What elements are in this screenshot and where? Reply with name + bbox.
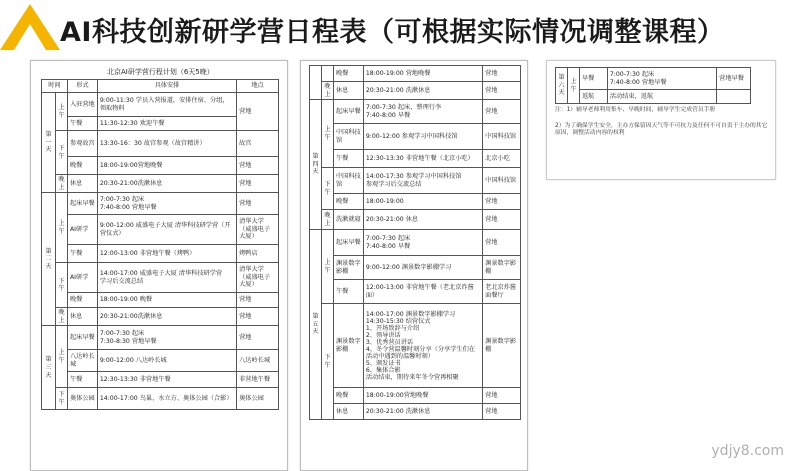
half-day-label: 上午 bbox=[567, 68, 579, 104]
detail-cell: 12:00-13:00 非营地午餐（烤鸭） bbox=[97, 245, 236, 263]
footnote-1: 注：1）辅导老师利用集车、早晚时间，辅导学生完成营员手册 bbox=[555, 107, 716, 113]
schedule-page-3 bbox=[546, 60, 776, 180]
place-cell: 营地 bbox=[483, 388, 521, 404]
place-cell: 营地 bbox=[237, 326, 279, 350]
form-cell: 晚餐 bbox=[333, 66, 363, 82]
half-day-label: 下午 bbox=[55, 131, 67, 175]
place-cell: 烤鸭店 bbox=[237, 245, 279, 263]
half-day-label: 晚上 bbox=[55, 308, 67, 326]
form-cell: 休息 bbox=[67, 175, 97, 193]
place-cell bbox=[717, 90, 751, 104]
place-cell: 故宫 bbox=[237, 131, 279, 157]
form-cell: 起床早餐 bbox=[333, 230, 363, 256]
detail-cell: 7:00-7:30 起床 7:40-8:00 营地早餐 bbox=[607, 68, 716, 90]
page-title: AI科技创新研学营日程表（可根据实际情况调整课程） bbox=[60, 17, 725, 48]
detail-cell: 18:00-19:00 bbox=[363, 194, 482, 210]
day-label: 第四天 bbox=[310, 100, 322, 230]
half-day-label: 晚上 bbox=[321, 82, 333, 100]
half-day-label: 下午 bbox=[321, 304, 333, 420]
form-cell: 八达岭长城 bbox=[67, 350, 97, 372]
detail-cell: 20:30-21:00 洗漱休息 bbox=[363, 404, 482, 420]
form-cell: 午餐 bbox=[333, 280, 363, 304]
half-day-label-continued bbox=[321, 66, 333, 82]
form-cell: AI研学 bbox=[67, 215, 97, 245]
place-cell: 清华大学（威盛电子大厦） bbox=[237, 263, 279, 293]
form-cell: AI研学 bbox=[67, 263, 97, 293]
day-label: 第二天 bbox=[42, 193, 56, 326]
form-cell: 中国科技馆 bbox=[333, 124, 363, 150]
detail-cell: 12:00-13:00 非营地午餐（老北京炸酱面） bbox=[363, 280, 482, 304]
place-cell: 北京小吃 bbox=[483, 150, 521, 168]
footnote-2: 2）为了确保学生安全，主办方保留因天气等不可抗力及任何不可自责于主办的其它原因，调整活动内容的权利 bbox=[555, 123, 768, 137]
form-cell: 晚餐 bbox=[333, 388, 363, 404]
detail-cell: 9:00-12:00 参观学习中国科技馆 bbox=[363, 124, 482, 150]
detail-cell: 9:00-12:00 威盛电子大厦 清华科技研学营（开营仪式） bbox=[97, 215, 236, 245]
schedule-page-2 bbox=[300, 60, 528, 471]
form-cell: 起床早餐 bbox=[67, 326, 97, 350]
detail-cell: 9:00-12:00 渊景数字影棚学习 bbox=[363, 256, 482, 280]
header-form: 形式 bbox=[67, 80, 97, 93]
schedule-table-2 bbox=[309, 65, 521, 420]
half-day-label: 下午 bbox=[321, 168, 333, 210]
day-label: 第六天 bbox=[556, 68, 568, 104]
place-cell: 渊景数字影棚 bbox=[483, 256, 521, 280]
form-cell: 晚餐 bbox=[333, 194, 363, 210]
form-cell: 入驻营地 bbox=[67, 93, 97, 117]
place-cell: 老北京炸酱面餐厅 bbox=[483, 280, 521, 304]
half-day-label: 上午 bbox=[55, 93, 67, 131]
form-cell: 起床早餐 bbox=[333, 100, 363, 124]
detail-cell: 20:30-21:00洗漱休息 bbox=[97, 308, 236, 326]
place-cell: 营地 bbox=[483, 210, 521, 230]
schedule-page-1 bbox=[30, 60, 288, 471]
half-day-label: 上午 bbox=[55, 193, 67, 263]
header-detail: 具体安排 bbox=[97, 80, 236, 93]
schedule-table-1 bbox=[41, 79, 279, 410]
detail-cell: 20:30-21:00 洗漱休息 bbox=[363, 82, 482, 100]
place-cell: 营地早餐 bbox=[717, 68, 751, 90]
schedule-table-3 bbox=[555, 67, 751, 104]
detail-cell: 7:00-7:30 起床，整理行李 7:40-8:00 早餐 bbox=[363, 100, 482, 124]
watermark: ydjy8.com bbox=[711, 443, 784, 459]
day-label-continued bbox=[310, 66, 322, 100]
detail-cell: 7:00-7:30 起床 7:30-8:30 营地早餐 bbox=[97, 326, 236, 350]
place-cell: 营地 bbox=[483, 66, 521, 82]
detail-cell: 18:00-19:00营地晚餐 bbox=[97, 157, 236, 175]
place-cell: 营地 bbox=[237, 93, 279, 131]
day-label: 第五天 bbox=[310, 230, 322, 420]
place-cell: 营地 bbox=[483, 194, 521, 210]
place-cell: 八达岭长城 bbox=[237, 350, 279, 372]
place-cell: 营地 bbox=[237, 308, 279, 326]
form-cell: 晚餐 bbox=[67, 293, 97, 308]
detail-cell: 14:00-17:30 参观学习中国科技馆 参观学习后交流总结 bbox=[363, 168, 482, 194]
form-cell: 休息 bbox=[333, 82, 363, 100]
detail-cell: 9:00-11:30 学员入营报道，安排住宿、分组，领取物料 bbox=[97, 93, 236, 117]
form-cell: 中国科技馆 bbox=[333, 168, 363, 194]
half-day-label: 晚上 bbox=[321, 210, 333, 230]
place-cell: 中国科技馆 bbox=[483, 168, 521, 194]
place-cell: 营地 bbox=[237, 157, 279, 175]
place-cell: 中国科技馆 bbox=[483, 124, 521, 150]
place-cell: 非营地午餐 bbox=[237, 372, 279, 388]
form-cell: 返航 bbox=[579, 90, 607, 104]
form-cell: 洗漱就寝 bbox=[333, 210, 363, 230]
detail-cell: 11:30-12:30 欢迎午餐 bbox=[97, 117, 236, 131]
form-cell: 参观故宫 bbox=[67, 131, 97, 157]
detail-cell: 12:30-13:30 非营地午餐 bbox=[97, 372, 236, 388]
form-cell: 休息 bbox=[333, 404, 363, 420]
half-day-label: 上午 bbox=[321, 100, 333, 168]
detail-cell: 18:00-19:00 营地晚餐 bbox=[363, 66, 482, 82]
form-cell: 午餐 bbox=[67, 117, 97, 131]
form-cell: 渊景数字影棚 bbox=[333, 304, 363, 388]
half-day-label: 晚上 bbox=[55, 175, 67, 193]
header bbox=[0, 0, 800, 56]
place-cell: 清华大学（威盛电子大厦） bbox=[237, 215, 279, 245]
form-cell: 午餐 bbox=[67, 372, 97, 388]
detail-cell: 20:30-21:00 休息 bbox=[363, 210, 482, 230]
detail-cell: 13:30-16：30 故宫参观（故宫精讲） bbox=[97, 131, 236, 157]
place-cell: 营地 bbox=[237, 175, 279, 193]
half-day-label: 上午 bbox=[321, 230, 333, 304]
half-day-label: 上午 bbox=[55, 326, 67, 388]
half-day-label: 下午 bbox=[55, 388, 67, 410]
place-cell: 营地 bbox=[483, 404, 521, 420]
detail-cell: 14:00-17:00 鸟巢、水立方、奥体公园（合影） bbox=[97, 388, 236, 410]
header-place: 地点 bbox=[237, 80, 279, 93]
form-cell: 早餐 bbox=[579, 68, 607, 90]
form-cell: 休息 bbox=[67, 308, 97, 326]
detail-cell: 14:00-17:00 威盛电子大厦 清华科技研学营 学习后交流总结 bbox=[97, 263, 236, 293]
form-cell: 晚餐 bbox=[67, 157, 97, 175]
form-cell: 午餐 bbox=[333, 150, 363, 168]
detail-cell: 20:30-21:00洗漱休息 bbox=[97, 175, 236, 193]
detail-cell: 9:00-12:00 八达岭长城 bbox=[97, 350, 236, 372]
place-cell: 营地 bbox=[483, 230, 521, 256]
detail-cell: 12:30-13:30 非营地午餐（北京小吃） bbox=[363, 150, 482, 168]
triangle-logo-inner bbox=[14, 24, 46, 50]
schedule-heading: 北京AI研学营行程计划（6天5晚） bbox=[107, 68, 214, 76]
form-cell: 奥体公园 bbox=[67, 388, 97, 410]
place-cell: 营地 bbox=[237, 193, 279, 215]
place-cell: 渊景数字影棚 bbox=[483, 304, 521, 388]
day-label: 第一天 bbox=[42, 93, 56, 193]
form-cell: 起床早餐 bbox=[67, 193, 97, 215]
place-cell: 营地 bbox=[483, 100, 521, 124]
place-cell: 营地 bbox=[483, 82, 521, 100]
place-cell: 奥体公园 bbox=[237, 388, 279, 410]
detail-cell: 18:00-19:00营地晚餐 bbox=[363, 388, 482, 404]
day-label: 第三天 bbox=[42, 326, 56, 410]
detail-cell: 14:00-17:00 渊景数字影棚学习 14:30-15:30 结营仪式 1、开场致辞与介绍 2、领导讲话 3、优秀营员讲话 4、冬令营温馨时刻分享（分享学生们在活动中遇到的温馨时刻） 5、颁发证书 6、集体合影 活动结束，期待来年冬令营再相聚 bbox=[363, 304, 482, 388]
detail-cell: 活动结束，返航 bbox=[607, 90, 716, 104]
detail-cell: 18:00-19:00 晚餐 bbox=[97, 293, 236, 308]
detail-cell: 7:00-7:30 起床 7:40-8:00 营地早餐 bbox=[97, 193, 236, 215]
header-time: 时间 bbox=[42, 80, 68, 93]
form-cell: 渊景数字影棚 bbox=[333, 256, 363, 280]
form-cell: 午餐 bbox=[67, 245, 97, 263]
half-day-label: 下午 bbox=[55, 263, 67, 308]
place-cell: 营地 bbox=[237, 293, 279, 308]
detail-cell: 7:00-7:30 起床 7:40-8:00 早餐 bbox=[363, 230, 482, 256]
